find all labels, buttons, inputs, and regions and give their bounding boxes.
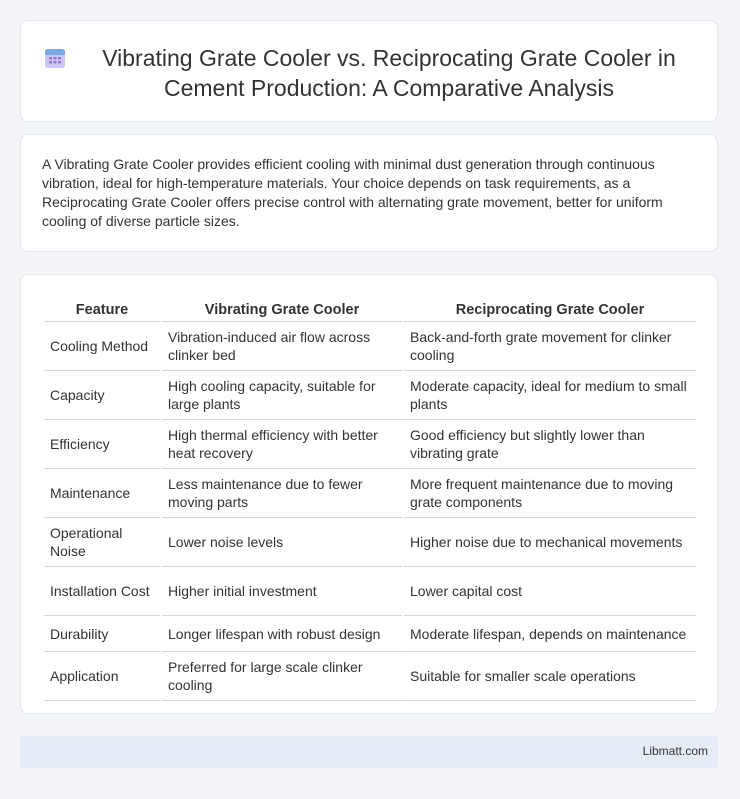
feature-cell: Durability xyxy=(44,616,160,652)
table-row xyxy=(44,518,696,567)
intro-paragraph: A Vibrating Grate Cooler provides efficient cooling with minimal dust generation through continuous vibration, ideal for high-temperature materials. Your choice depends on task requirements, as a Reciprocating Grate Cooler offers precise control with alternating grate movement, better for uniform cooling of diverse particle sizes. xyxy=(42,156,663,229)
feature-cell: Capacity xyxy=(44,371,160,420)
footer xyxy=(20,736,718,768)
feature-cell: Operational Noise xyxy=(44,518,160,567)
intro-card xyxy=(20,134,718,252)
vibrating-cell: High cooling capacity, suitable for large plants xyxy=(162,371,402,420)
vibrating-cell: Higher initial investment xyxy=(162,567,402,616)
column-header-reciprocating: Reciprocating Grate Cooler xyxy=(404,295,696,322)
feature-cell: Cooling Method xyxy=(44,322,160,371)
reciprocating-cell: More frequent maintenance due to moving grate components xyxy=(404,469,696,518)
vibrating-cell: Lower noise levels xyxy=(162,518,402,567)
table-row xyxy=(44,616,696,652)
table-header-row xyxy=(44,295,696,322)
table-row xyxy=(44,567,696,616)
reciprocating-cell: Suitable for smaller scale operations xyxy=(404,652,696,701)
feature-cell: Application xyxy=(44,652,160,701)
column-header-feature: Feature xyxy=(44,295,160,322)
feature-cell: Installation Cost xyxy=(44,567,160,616)
reciprocating-cell: Lower capital cost xyxy=(404,567,696,616)
reciprocating-cell: Good efficiency but slightly lower than vibrating grate xyxy=(404,420,696,469)
title-card xyxy=(20,20,718,122)
footer-brand: Libmatt.com xyxy=(642,744,708,758)
page-title: Vibrating Grate Cooler vs. Reciprocating Grate Cooler in Cement Production: A Comparative Analysis xyxy=(102,45,676,101)
table-row xyxy=(44,469,696,518)
comparison-table xyxy=(42,295,698,701)
comparison-card xyxy=(20,274,718,714)
table-row xyxy=(44,371,696,420)
reciprocating-cell: Moderate lifespan, depends on maintenance xyxy=(404,616,696,652)
reciprocating-cell: Higher noise due to mechanical movements xyxy=(404,518,696,567)
vibrating-cell: Less maintenance due to fewer moving parts xyxy=(162,469,402,518)
vibrating-cell: High thermal efficiency with better heat recovery xyxy=(162,420,402,469)
table-row xyxy=(44,420,696,469)
table-row xyxy=(44,322,696,371)
reciprocating-cell: Back-and-forth grate movement for clinker cooling xyxy=(404,322,696,371)
reciprocating-cell: Moderate capacity, ideal for medium to small plants xyxy=(404,371,696,420)
vibrating-cell: Longer lifespan with robust design xyxy=(162,616,402,652)
vibrating-cell: Vibration-induced air flow across clinker bed xyxy=(162,322,402,371)
feature-cell: Efficiency xyxy=(44,420,160,469)
column-header-vibrating: Vibrating Grate Cooler xyxy=(162,295,402,322)
vibrating-cell: Preferred for large scale clinker cooling xyxy=(162,652,402,701)
feature-cell: Maintenance xyxy=(44,469,160,518)
table-row xyxy=(44,652,696,701)
